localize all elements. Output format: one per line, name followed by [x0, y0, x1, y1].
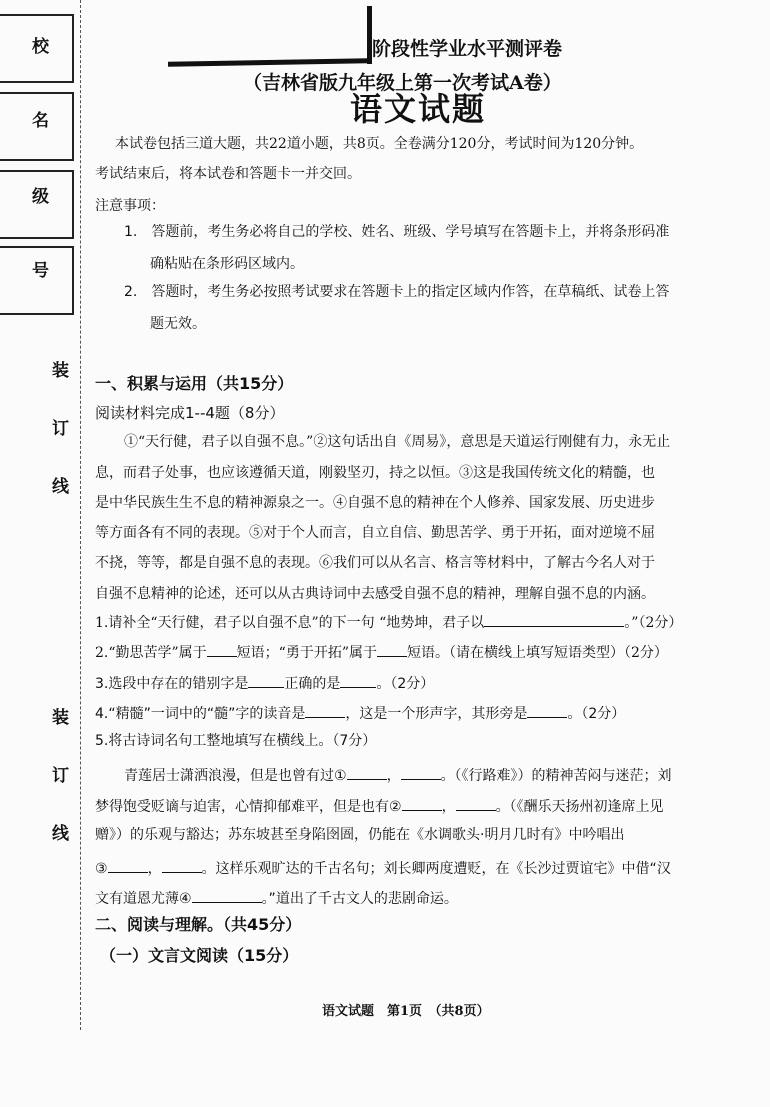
field-label-school: 校: [32, 37, 49, 57]
notice-item-1-cont: 确粘贴在条形码区域内。: [150, 256, 304, 272]
section-subheading: 阅读材料完成1--4题（8分）: [95, 404, 285, 422]
answer-blank[interactable]: [484, 612, 624, 627]
q5-passage-line: 青莲居士潇洒浪漫，但是也曾有过① ， 。（《行路难》）的精神苦闷与迷茫；刘: [124, 765, 672, 785]
q5-passage-line: 梦得饱受贬谪与迫害，心情抑郁难平，但是也有② ， 。（《酬乐天扬州初逢席上见: [95, 796, 664, 816]
section-subheading-2: （一）文言文阅读（15分）: [100, 946, 299, 965]
field-label-name: 名: [32, 111, 49, 131]
q5-passage-line: 赠》）的乐观与豁达；苏东坡甚至身陷囹圄，仍能在《水调歌头·明月几时有》中吟唱出: [95, 827, 625, 843]
answer-blank[interactable]: [207, 642, 237, 657]
answer-blank[interactable]: [527, 703, 567, 718]
q5-passage-line: 文有道恩尤薄④ 。”道出了千古文人的悲剧命运。: [95, 888, 458, 908]
answer-blank[interactable]: [377, 642, 407, 657]
answer-blank[interactable]: [402, 796, 442, 811]
answer-blank[interactable]: [162, 858, 202, 873]
answer-blank[interactable]: [108, 858, 148, 873]
notice-item-2-cont: 题无效。: [150, 316, 206, 332]
passage-line: 是中华民族生生不息的精神源泉之一。④自强不息的精神在个人修养、国家发展、历史进步: [95, 495, 655, 511]
answer-blank[interactable]: [347, 765, 387, 780]
binding-mark: 订: [52, 419, 69, 439]
passage-line: 等方面各有不同的表现。⑤对于个人而言，自立自信、勤思苦学、勇于开拓，面对逆境不屈: [95, 525, 655, 541]
passage-line: 自强不息精神的论述，还可以从古典诗词中去感受自强不息的精神，理解自强不息的内涵。: [95, 586, 655, 602]
q5-passage-line: ③ ， 。这样乐观旷达的千古名句；刘长卿两度遭贬，在《长沙过贾谊宅》中借“汉: [95, 858, 671, 878]
answer-blank[interactable]: [340, 673, 376, 688]
binding-mark: 装: [52, 361, 69, 381]
notice-item-1: 1. 答题前，考生务必将自己的学校、姓名、班级、学号填写在答题卡上，并将条形码准: [124, 224, 670, 240]
binding-mark: 线: [52, 477, 69, 497]
page-footer: 语文试题 第1页 （共8页）: [322, 1004, 490, 1019]
question-3: 3.选段中存在的错别字是 正确的是 。（2分）: [95, 673, 434, 693]
answer-blank[interactable]: [401, 765, 441, 780]
page-title: 语文试题: [350, 90, 487, 128]
answer-blank[interactable]: [192, 888, 262, 903]
field-label-number: 号: [32, 261, 49, 281]
intro-line: 考试结束后，将本试卷和答题卡一并交回。: [95, 166, 361, 182]
title-line-2: （吉林省版九年级上第一次考试A卷）: [243, 72, 562, 94]
question-2: 2.“勤思苦学”属于 短语；“勇于开拓”属于 短语。（请在横线上填写短语类型）（2分）: [95, 642, 668, 662]
intro-line: 本试卷包括三道大题，共22道小题，共8页。全卷满分120分，考试时间为120分钟。: [115, 136, 644, 152]
section-heading-1: 一、积累与运用（共15分）: [95, 374, 294, 393]
binding-dashed-line: [80, 0, 81, 1030]
answer-blank[interactable]: [305, 703, 345, 718]
scan-stroke: [168, 58, 368, 66]
answer-blank[interactable]: [248, 673, 284, 688]
notice-title: 注意事项：: [95, 198, 165, 214]
question-5: 5.将古诗词名句工整地填写在横线上。（7分）: [95, 733, 377, 749]
passage-line: 不挠，等等，都是自强不息的表现。⑥我们可以从名言、格言等材料中，了解古今名人对于: [95, 555, 655, 571]
answer-blank[interactable]: [456, 796, 496, 811]
title-line-1: 阶段性学业水平测评卷: [372, 38, 563, 60]
binding-mark: 订: [52, 766, 69, 786]
field-label-class: 级: [32, 187, 49, 207]
binding-mark: 装: [52, 708, 69, 728]
question-4: 4.“精髓”一词中的“髓”字的读音是 ，这是一个形声字，其形旁是 。（2分）: [95, 703, 625, 723]
binding-mark: 线: [52, 824, 69, 844]
passage-line: ①“天行健，君子以自强不息。”②这句话出自《周易》，意思是天道运行刚健有力，永无止: [124, 434, 671, 450]
question-1: 1.请补全“天行健，君子以自强不息”的下一句 “地势坤，君子以 。”（2分）: [95, 612, 682, 632]
section-heading-2: 二、阅读与理解。（共45分）: [95, 915, 302, 934]
passage-line: 息，而君子处事，也应该遵循天道，刚毅坚刃，持之以恒。③这是我国传统文化的精髓，也: [95, 465, 655, 481]
notice-item-2: 2. 答题时，考生务必按照考试要求在答题卡上的指定区域内作答，在草稿纸、试卷上答: [124, 284, 670, 300]
